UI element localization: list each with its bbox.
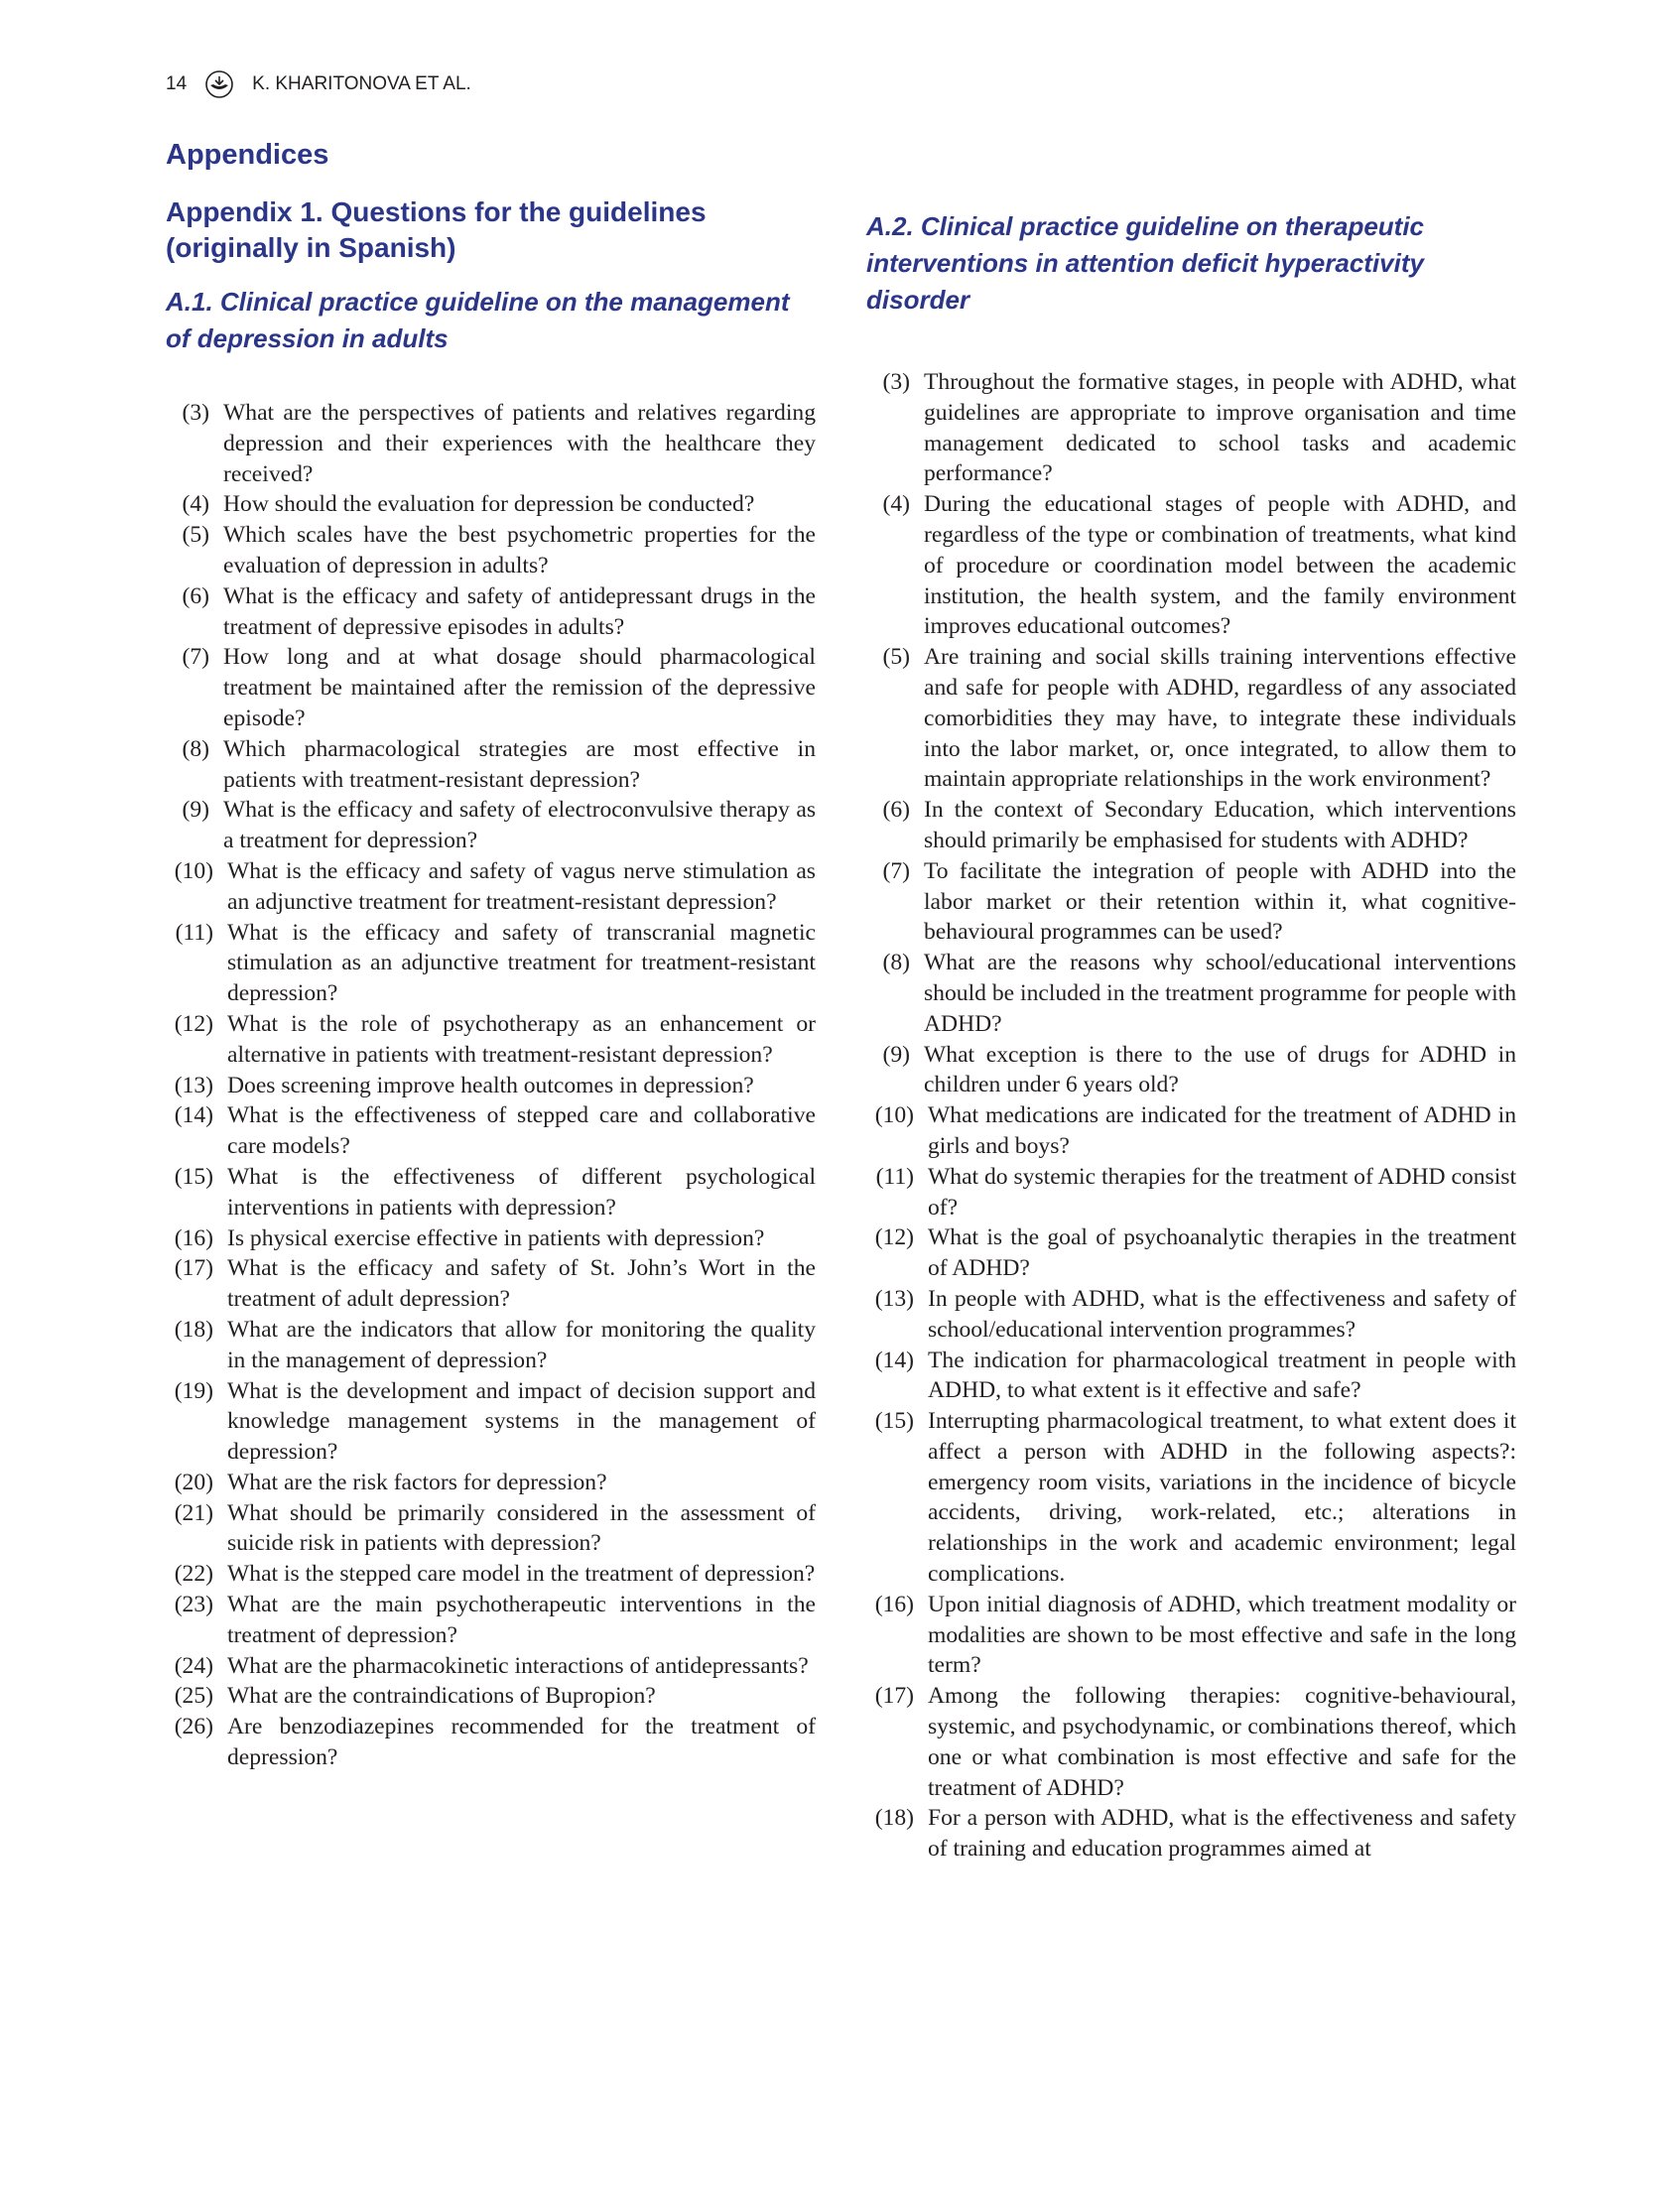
question-item [166, 1498, 816, 1560]
question-item [166, 1100, 816, 1162]
question-number: (15) [874, 1408, 914, 1435]
page-number: 14 [166, 73, 188, 94]
question-item [866, 1590, 1516, 1681]
question-number: (3) [182, 400, 209, 426]
question-number: (14) [174, 1102, 213, 1129]
question-text: What are the pharmacokinetic interactions of antidepressants? [227, 1652, 809, 1679]
question-text: Interrupting pharmacological treatment, to what extent does it affect a person with ADHD in the following aspects?: emergency room visits, variations in the incidence of bicycle accidents, driving, work-related, etc.; alterations in relationships in the work and academic environment; legal complications. [928, 1408, 1516, 1588]
question-item [866, 1040, 1516, 1101]
question-text: During the educational stages of people with ADHD, and regardless of the type or combination of treatments, what kind of procedure or coordination model between the academic institution, the health system, and the family environment improves educational outcomes? [924, 491, 1516, 640]
question-item [866, 1681, 1516, 1803]
question-number: (10) [874, 1102, 914, 1129]
question-number: (22) [174, 1561, 213, 1588]
question-text: What should be primarily considered in the assessment of suicide risk in patients with depression? [227, 1499, 816, 1557]
question-text: What is the development and impact of decision support and knowledge management systems in the management of depression? [227, 1377, 816, 1466]
question-text: Are training and social skills training interventions effective and safe for people with ADHD, regardless of any associated comorbidities they may have, to integrate these individuals into the labor market, or, once integrated, to allow them to maintain appropriate relationships in the work environment? [924, 644, 1516, 793]
question-text: For a person with ADHD, what is the effectiveness and safety of training and education programmes aimed at [928, 1805, 1516, 1863]
question-number: (19) [174, 1377, 213, 1404]
question-text: What is the stepped care model in the treatment of depression? [227, 1561, 816, 1588]
question-item [866, 948, 1516, 1039]
question-item [166, 1468, 816, 1498]
question-number: (8) [882, 950, 910, 976]
question-number: (17) [874, 1683, 914, 1710]
question-item [866, 1803, 1516, 1865]
question-item [866, 1223, 1516, 1284]
question-text: What do systemic therapies for the treatment of ADHD consist of? [928, 1163, 1516, 1221]
question-number: (18) [174, 1316, 213, 1343]
question-number: (4) [182, 491, 209, 518]
question-number: (18) [874, 1805, 914, 1832]
question-item [166, 918, 816, 1009]
question-text: What are the indicators that allow for monitoring the quality in the management of depression? [227, 1316, 816, 1373]
running-head-authors: K. KHARITONOVA ET AL. [252, 73, 471, 94]
question-text: Among the following therapies: cognitive-behavioural, systemic, and psychodynamic, or combinations thereof, which one or what combination is most effective and safe for the treatment of ADHD? [928, 1683, 1516, 1801]
question-number: (9) [882, 1041, 910, 1068]
question-text: Which scales have the best psychometric properties for the evaluation of depression in adults? [223, 522, 816, 579]
question-item [166, 856, 816, 918]
section-a1-title: A.1. Clinical practice guideline on the management of depression in adults [166, 287, 790, 353]
question-number: (20) [174, 1469, 213, 1495]
question-text: Which pharmacological strategies are most effective in patients with treatment-resistant depression? [223, 735, 816, 793]
question-number: (7) [182, 644, 209, 671]
question-text: Does screening improve health outcomes in depression? [227, 1072, 754, 1098]
question-text: What is the effectiveness of different psychological interventions in patients with depression? [227, 1163, 816, 1221]
question-item [166, 642, 816, 733]
question-item [866, 642, 1516, 795]
question-item [166, 398, 816, 489]
question-text: What are the risk factors for depression? [227, 1469, 607, 1495]
question-number: (8) [182, 735, 209, 762]
question-item [166, 795, 816, 856]
question-number: (23) [174, 1592, 213, 1618]
question-number: (12) [174, 1010, 213, 1037]
question-text: What is the role of psychotherapy as an enhancement or alternative in patients with treatment-resistant depression? [227, 1010, 816, 1068]
question-text: What are the contraindications of Bupropion? [227, 1683, 656, 1710]
question-number: (3) [882, 369, 910, 395]
question-number: (13) [874, 1285, 914, 1312]
question-number: (9) [182, 797, 209, 824]
question-item [166, 520, 816, 581]
question-number: (15) [174, 1163, 213, 1190]
question-text: What is the efficacy and safety of electroconvulsive therapy as a treatment for depression? [223, 797, 816, 854]
question-text: How should the evaluation for depression be conducted? [223, 491, 755, 518]
question-item [866, 1406, 1516, 1590]
question-text: Are benzodiazepines recommended for the treatment of depression? [227, 1714, 816, 1771]
depression-questions-list [166, 398, 816, 1773]
running-header [166, 69, 471, 99]
question-text: What are the main psychotherapeutic interventions in the treatment of depression? [227, 1592, 816, 1648]
question-item [166, 734, 816, 796]
question-number: (5) [182, 522, 209, 549]
question-item [866, 856, 1516, 948]
question-number: (21) [174, 1499, 213, 1526]
question-text: What is the efficacy and safety of St. John’s Wort in the treatment of adult depression? [227, 1255, 816, 1313]
question-item [166, 1376, 816, 1468]
question-number: (14) [874, 1347, 914, 1373]
appendices-title: Appendices [166, 139, 329, 171]
question-item [166, 489, 816, 520]
question-text: What medications are indicated for the treatment of ADHD in girls and boys? [928, 1102, 1516, 1159]
question-item [166, 1590, 816, 1651]
question-item [166, 1253, 816, 1315]
question-item [166, 1712, 816, 1773]
question-item [166, 1071, 816, 1101]
question-text: What are the reasons why school/educational interventions should be included in the treatment programme for people with ADHD? [924, 950, 1516, 1037]
question-text: Upon initial diagnosis of ADHD, which treatment modality or modalities are shown to be most effective and safe in the long term? [928, 1591, 1516, 1679]
question-item [866, 795, 1516, 856]
question-item [166, 1681, 816, 1712]
question-text: What is the efficacy and safety of transcranial magnetic stimulation as an adjunctive treatment for treatment-resistant depression? [227, 919, 816, 1007]
question-text: What is the efficacy and safety of vagus nerve stimulation as an adjunctive treatment for treatment-resistant depression? [227, 857, 816, 915]
question-text: What exception is there to the use of drugs for ADHD in children under 6 years old? [924, 1041, 1516, 1098]
question-number: (17) [174, 1255, 213, 1282]
question-item [866, 1284, 1516, 1346]
section-a2-title: A.2. Clinical practice guideline on therapeutic interventions in attention deficit hyperactivity disorder [866, 211, 1425, 315]
question-number: (12) [874, 1224, 914, 1251]
question-text: In the context of Secondary Education, which interventions should primarily be emphasised for students with ADHD? [924, 797, 1516, 853]
question-item [866, 1162, 1516, 1223]
appendix-1-title: Appendix 1. Questions for the guidelines (originally in Spanish) [166, 196, 707, 263]
question-text: The indication for pharmacological treatment in people with ADHD, to what extent is it effective and safe? [928, 1347, 1516, 1404]
question-text: To facilitate the integration of people with ADHD into the labor market or their retention within it, what cognitive-behavioural programmes can be used? [924, 857, 1516, 946]
question-text: Is physical exercise effective in patients with depression? [227, 1224, 765, 1251]
question-item [866, 1100, 1516, 1162]
question-number: (16) [174, 1224, 213, 1251]
question-number: (6) [882, 797, 910, 824]
question-number: (25) [174, 1683, 213, 1710]
question-item [166, 1009, 816, 1071]
adhd-questions-list [866, 367, 1516, 1865]
question-item [166, 1559, 816, 1590]
question-item [866, 489, 1516, 642]
question-number: (11) [875, 1163, 914, 1190]
question-text: What is the efficacy and safety of antidepressant drugs in the treatment of depressive episodes in adults? [223, 582, 816, 640]
question-number: (5) [882, 644, 910, 671]
question-number: (24) [174, 1652, 213, 1679]
question-text: In people with ADHD, what is the effectiveness and safety of school/educational intervention programmes? [928, 1285, 1516, 1343]
question-number: (4) [882, 491, 910, 518]
question-number: (10) [174, 857, 213, 884]
question-text: How long and at what dosage should pharmacological treatment be maintained after the remission of the depressive episode? [223, 644, 816, 731]
question-text: What are the perspectives of patients and relatives regarding depression and their experiences with the healthcare they received? [223, 400, 816, 487]
question-item [866, 367, 1516, 489]
question-number: (16) [874, 1591, 914, 1617]
question-number: (11) [175, 919, 213, 946]
question-item [166, 1223, 816, 1254]
question-item [166, 1651, 816, 1682]
question-item [166, 581, 816, 643]
question-item [866, 1346, 1516, 1407]
question-text: Throughout the formative stages, in people with ADHD, what guidelines are appropriate to improve organisation and time management dedicated to school tasks and academic performance? [924, 369, 1516, 487]
publisher-logo-icon [204, 69, 234, 99]
question-number: (7) [882, 857, 910, 884]
question-item [166, 1315, 816, 1376]
question-number: (26) [174, 1714, 213, 1740]
question-text: What is the goal of psychoanalytic therapies in the treatment of ADHD? [928, 1224, 1516, 1282]
question-text: What is the effectiveness of stepped care and collaborative care models? [227, 1102, 816, 1160]
question-number: (13) [174, 1072, 213, 1098]
question-number: (6) [182, 582, 209, 609]
question-item [166, 1162, 816, 1223]
